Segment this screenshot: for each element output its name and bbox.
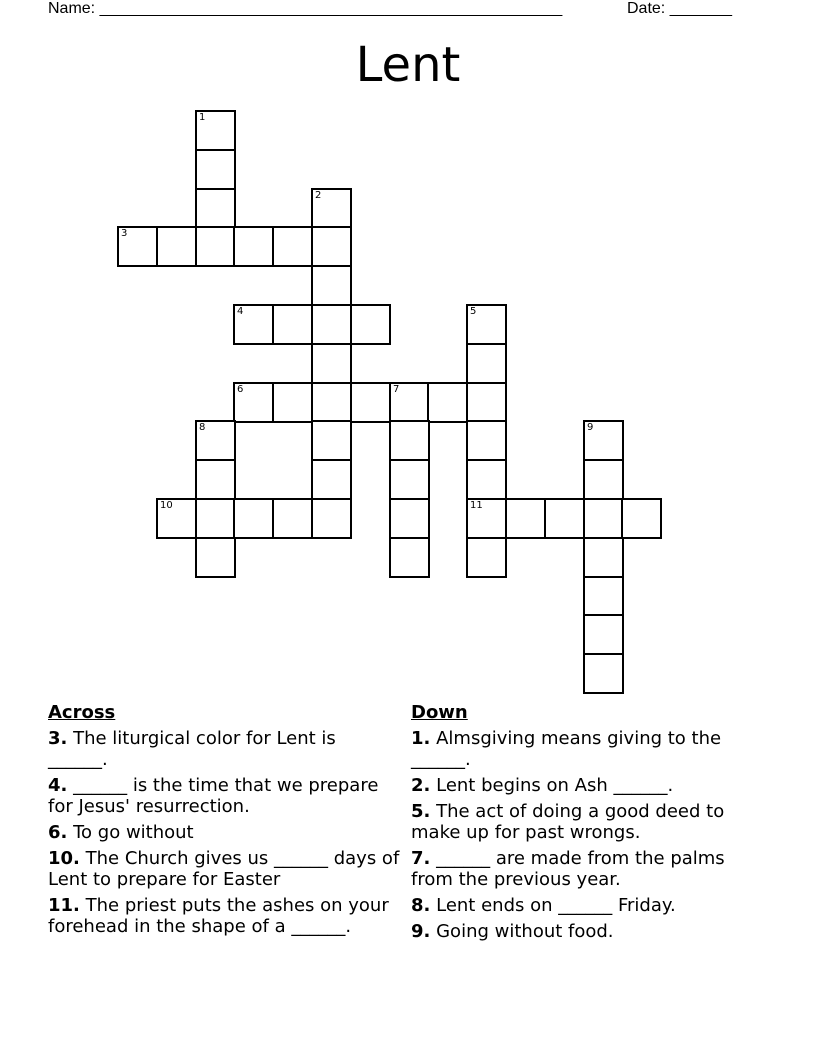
- grid-cell[interactable]: [117, 226, 158, 267]
- grid-cell[interactable]: [311, 226, 352, 267]
- grid-cell[interactable]: [389, 498, 430, 539]
- grid-cell[interactable]: [311, 420, 352, 461]
- grid-cell[interactable]: [311, 304, 352, 345]
- across-clues: [48, 702, 400, 942]
- clue-text: Lent ends on ______ Friday.: [436, 895, 676, 916]
- clue-text: The act of doing a good deed to make up for past wrongs.: [411, 801, 725, 843]
- grid-cell[interactable]: [583, 576, 624, 617]
- grid-cell[interactable]: [195, 149, 236, 190]
- grid-cell[interactable]: [466, 304, 507, 345]
- grid-cell[interactable]: [233, 382, 274, 423]
- clue-number-label: 2: [315, 190, 322, 201]
- clue-number: 9.: [411, 921, 431, 942]
- grid-cell[interactable]: [233, 304, 274, 345]
- clue-number-label: 8: [199, 422, 206, 433]
- grid-cell[interactable]: [195, 537, 236, 578]
- grid-cell[interactable]: [195, 459, 236, 500]
- grid-cell[interactable]: [156, 498, 197, 539]
- clue-text: Almsgiving means giving to the ______.: [411, 728, 722, 770]
- grid-cell[interactable]: [233, 226, 274, 267]
- grid-cell[interactable]: [272, 382, 313, 423]
- grid-cell[interactable]: [583, 537, 624, 578]
- grid-cell[interactable]: [350, 304, 391, 345]
- page-title: Lent: [355, 37, 461, 93]
- grid-cell[interactable]: [311, 188, 352, 229]
- clue-down-7: [411, 848, 756, 890]
- grid-cell[interactable]: [466, 459, 507, 500]
- grid-cell[interactable]: [272, 498, 313, 539]
- clue-number-label: 5: [470, 306, 477, 317]
- grid-cell[interactable]: [272, 304, 313, 345]
- clue-number: 8.: [411, 895, 431, 916]
- grid-cell[interactable]: [311, 265, 352, 306]
- clue-number-label: 4: [237, 306, 244, 317]
- grid-cell[interactable]: [195, 498, 236, 539]
- clue-down-2: [411, 775, 756, 796]
- clue-number: 3.: [48, 728, 68, 749]
- grid-cell[interactable]: [466, 343, 507, 384]
- clue-number-label: 9: [587, 422, 594, 433]
- grid-cell[interactable]: [389, 459, 430, 500]
- clue-text: ______ is the time that we prepare for Jesus' resurrection.: [48, 775, 379, 817]
- clue-down-9: [411, 921, 756, 942]
- grid-cell[interactable]: [311, 459, 352, 500]
- clue-number-label: 10: [160, 500, 173, 511]
- grid-cell[interactable]: [583, 420, 624, 461]
- grid-cell[interactable]: [195, 226, 236, 267]
- clue-text: The liturgical color for Lent is ______.: [48, 728, 336, 770]
- grid-cell[interactable]: [583, 614, 624, 655]
- clue-across-4: [48, 775, 400, 817]
- clue-number: 10.: [48, 848, 80, 869]
- grid-cell[interactable]: [195, 420, 236, 461]
- grid-cell[interactable]: [466, 537, 507, 578]
- clue-down-1: [411, 728, 756, 770]
- grid-cell[interactable]: [195, 110, 236, 151]
- clue-number: 5.: [411, 801, 431, 822]
- clue-number: 1.: [411, 728, 431, 749]
- grid-cell[interactable]: [544, 498, 585, 539]
- grid-cell[interactable]: [621, 498, 662, 539]
- down-clues: [411, 702, 756, 947]
- clue-text: Going without food.: [436, 921, 614, 942]
- grid-cell[interactable]: [311, 498, 352, 539]
- grid-cell[interactable]: [389, 537, 430, 578]
- clue-text: To go without: [73, 822, 194, 843]
- grid-cell[interactable]: [466, 382, 507, 423]
- clue-across-6: [48, 822, 400, 843]
- grid-cell[interactable]: [583, 498, 624, 539]
- grid-cell[interactable]: [583, 459, 624, 500]
- grid-cell[interactable]: [583, 653, 624, 694]
- grid-cell[interactable]: [505, 498, 546, 539]
- clue-across-10: [48, 848, 400, 890]
- date-field-label: Date: _______: [627, 0, 732, 17]
- grid-cell[interactable]: [233, 498, 274, 539]
- name-field-label: Name: ____________________________________________________: [48, 0, 563, 17]
- grid-cell[interactable]: [272, 226, 313, 267]
- grid-cell[interactable]: [350, 382, 391, 423]
- clue-number: 6.: [48, 822, 68, 843]
- grid-cell[interactable]: [389, 420, 430, 461]
- clue-number: 4.: [48, 775, 68, 796]
- clue-text: The priest puts the ashes on your forehead in the shape of a ______.: [48, 895, 389, 937]
- grid-cell[interactable]: [311, 382, 352, 423]
- grid-cell[interactable]: [466, 498, 507, 539]
- clue-text: Lent begins on Ash ______.: [436, 775, 674, 796]
- grid-cell[interactable]: [156, 226, 197, 267]
- grid-cell[interactable]: [466, 420, 507, 461]
- grid-cell[interactable]: [427, 382, 468, 423]
- grid-cell[interactable]: [195, 188, 236, 229]
- clue-across-3: [48, 728, 400, 770]
- grid-cell[interactable]: [311, 343, 352, 384]
- clue-number-label: 1: [199, 112, 206, 123]
- grid-cell[interactable]: [389, 382, 430, 423]
- down-heading: Down: [411, 702, 468, 723]
- clue-across-11: [48, 895, 400, 937]
- clue-number-label: 6: [237, 384, 244, 395]
- clue-number-label: 11: [470, 500, 483, 511]
- clue-text: The Church gives us ______ days of Lent to prepare for Easter: [48, 848, 400, 890]
- across-heading: Across: [48, 702, 116, 723]
- clue-number-label: 3: [121, 228, 128, 239]
- clue-number: 11.: [48, 895, 80, 916]
- clue-down-5: [411, 801, 756, 843]
- clue-number: 7.: [411, 848, 431, 869]
- clue-number-label: 7: [393, 384, 400, 395]
- clue-down-8: [411, 895, 756, 916]
- clue-text: ______ are made from the palms from the previous year.: [411, 848, 725, 890]
- clue-number: 2.: [411, 775, 431, 796]
